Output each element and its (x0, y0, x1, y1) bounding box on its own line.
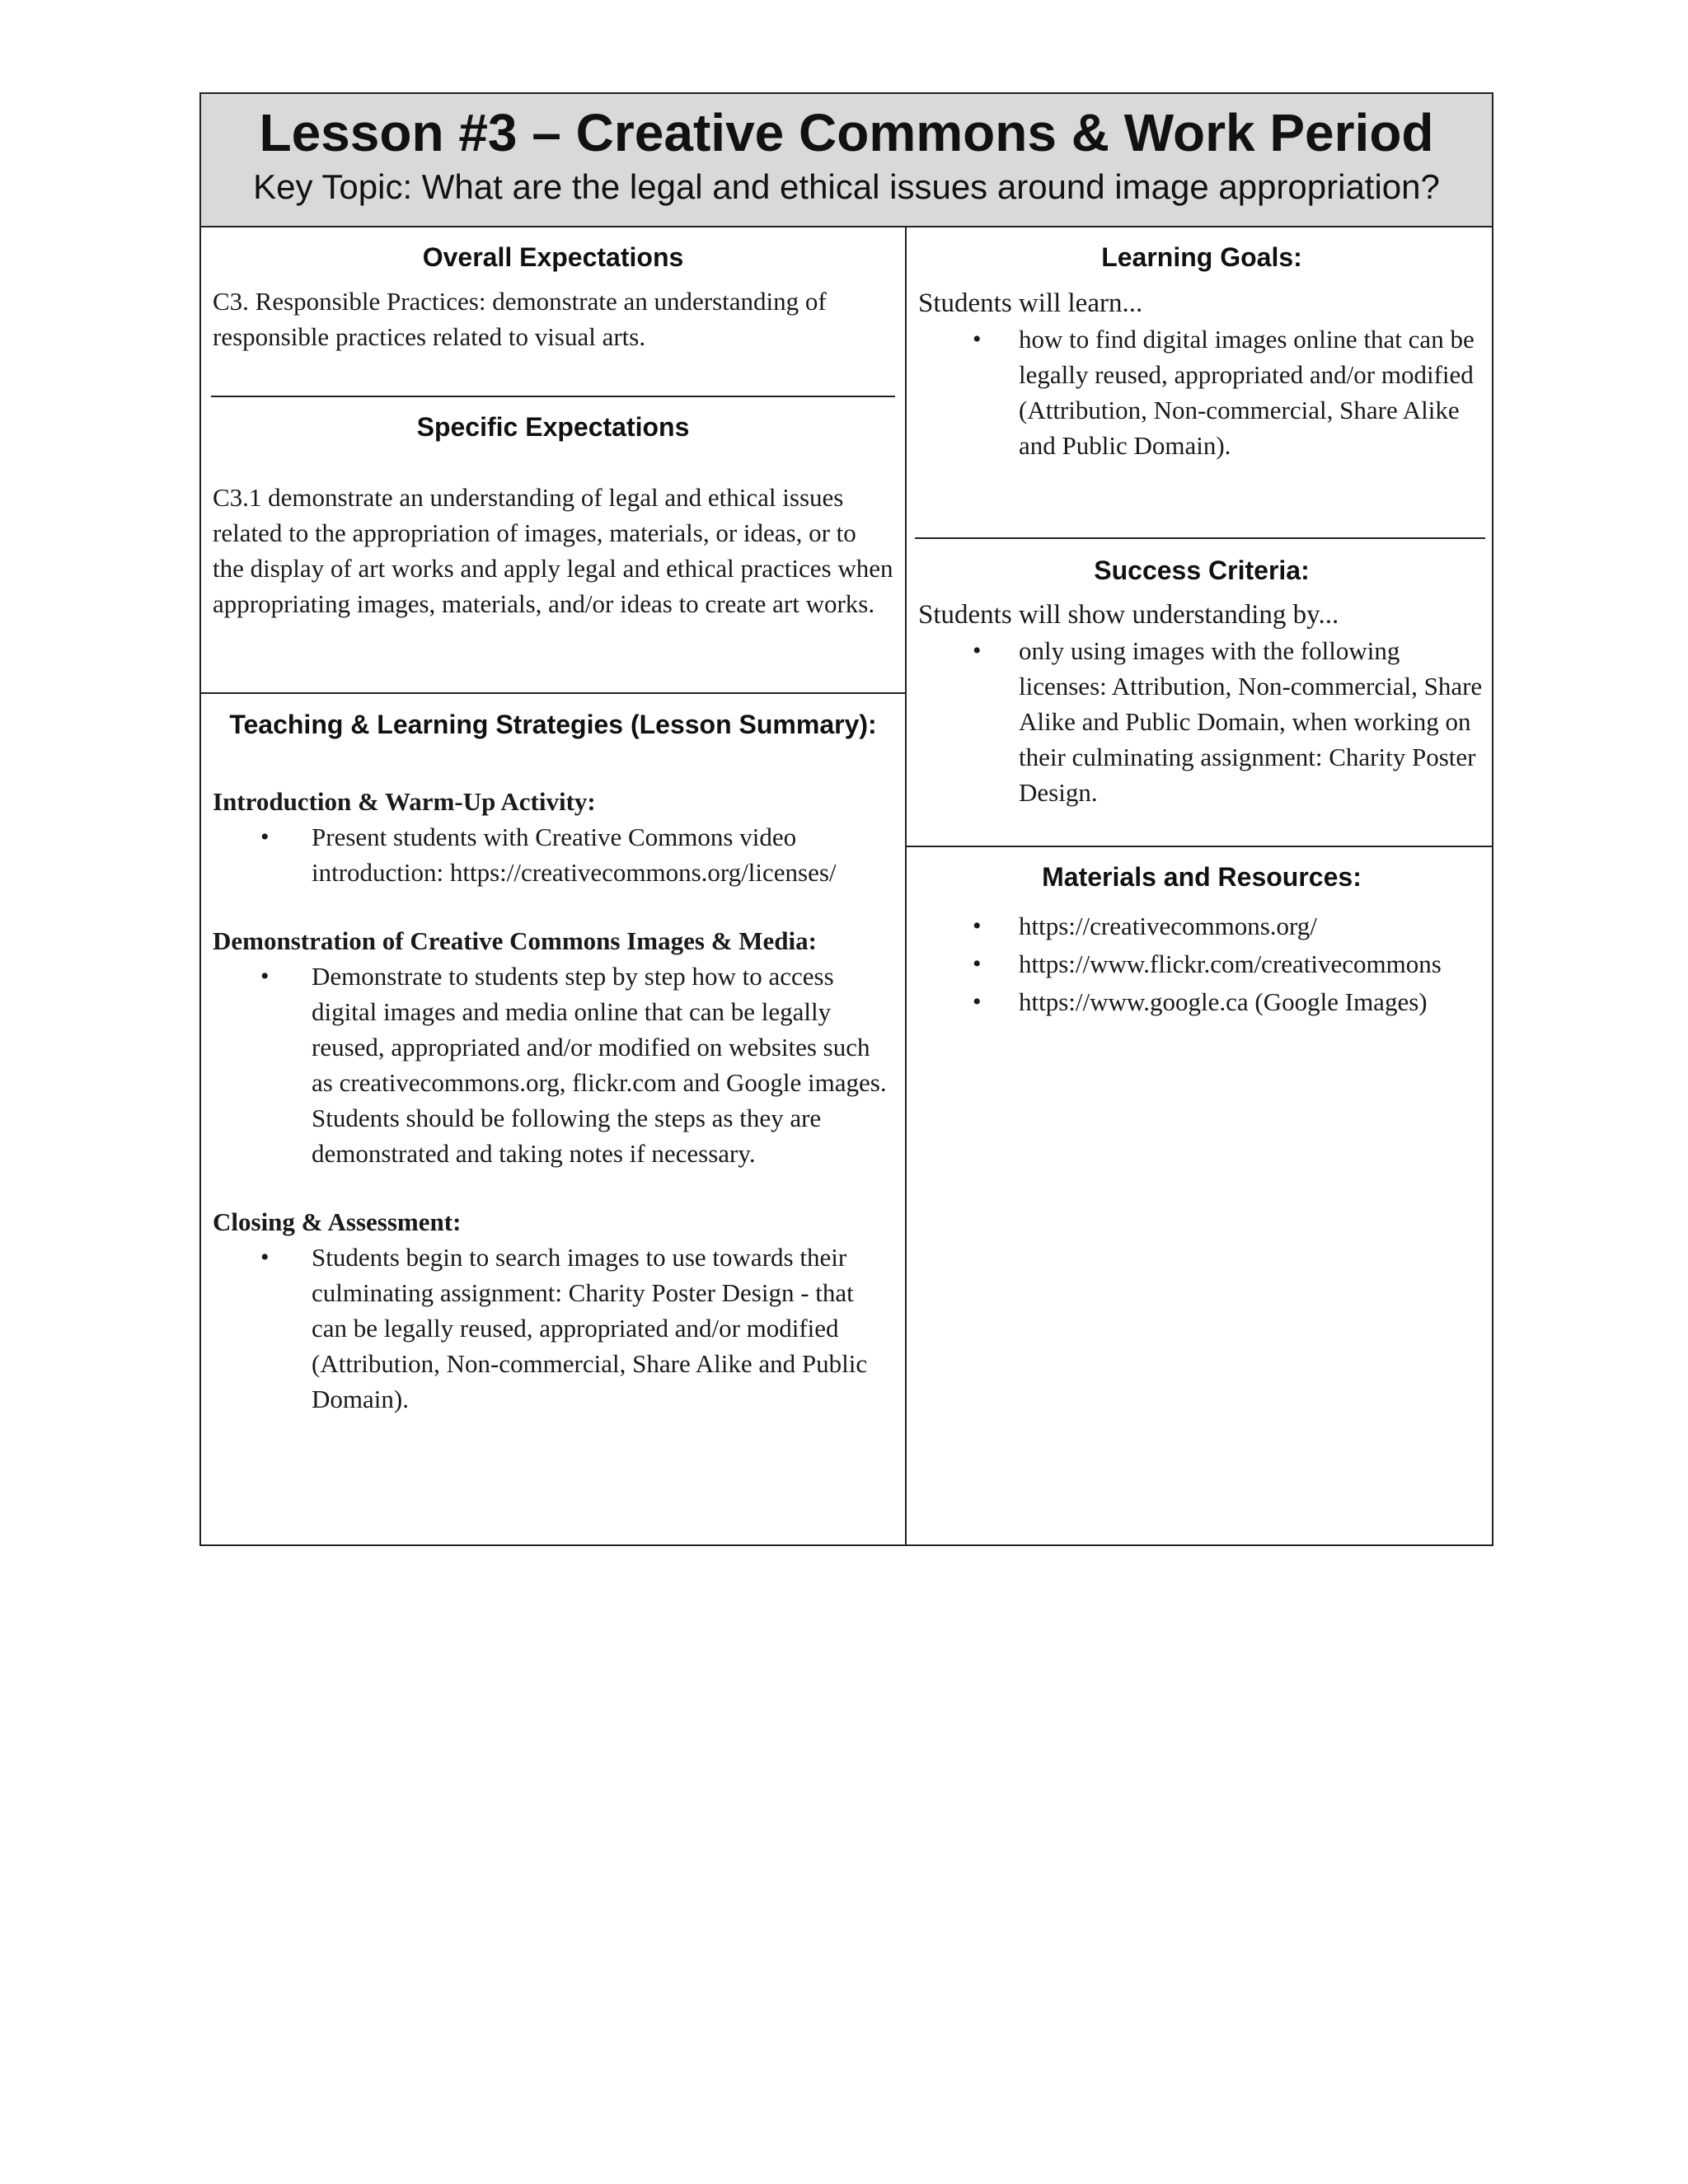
column-divider (905, 227, 907, 1546)
specific-expectations-section (213, 410, 893, 621)
overall-expectations-text: C3. Responsible Practices: demonstrate an understanding of responsible practices related to visual arts. (213, 287, 827, 351)
materials-section (918, 860, 1485, 1022)
specific-expectations-text: C3.1 demonstrate an understanding of legal and ethical issues related to the appropriation of images, materials, or ideas, or to the display of art works and apply legal and ethical practices when appropriating images, materials, and/or ideas to create art works. (213, 483, 893, 618)
success-criteria-item: • only using images with the following licenses: Attribution, Non-commercial, Share Alike and Public Domain, when working on their culminating assignment: Charity Poster Design. (973, 636, 1483, 807)
learning-goals-section (918, 241, 1485, 463)
strategies-heading: Teaching & Learning Strategies (Lesson Summary): (229, 710, 877, 739)
lesson-title: Lesson #3 – Creative Commons & Work Period (259, 103, 1434, 162)
strategies-section (213, 708, 893, 1417)
closing-subheading: Closing & Assessment: (213, 1207, 462, 1236)
overall-expectations-section (213, 241, 893, 354)
closing-bullet: • Students begin to search images to use towards their culminating assignment: Charity Poster Design - that can be legally reused, appropriated and/or modified (Attribution, Non-commercial, Share Alike and Public Domain). (260, 1243, 868, 1413)
demo-subheading: Demonstration of Creative Commons Images & Media: (213, 926, 817, 955)
overall-expectations-heading: Overall Expectations (422, 242, 684, 272)
criteria-materials-divider (905, 846, 1493, 847)
overall-specific-divider (211, 396, 895, 397)
intro-bullet: • Present students with Creative Commons video introduction: https://creativecommons.org/licenses/ (260, 823, 837, 887)
learning-goals-heading: Learning Goals: (1101, 242, 1302, 272)
learning-goal-item: • how to find digital images online that can be legally reused, appropriated and/or modified (Attribution, Non-commercial, Share Alike and Public Domain). (973, 325, 1475, 460)
material-link[interactable]: • https://www.flickr.com/creativecommons (973, 949, 1442, 978)
success-criteria-heading: Success Criteria: (1094, 555, 1310, 585)
specific-expectations-heading: Specific Expectations (416, 412, 690, 442)
specific-strategies-divider (201, 692, 907, 694)
lesson-header (201, 94, 1492, 227)
demo-bullet: • Demonstrate to students step by step how to access digital images and media online that can be legally reused, appropriated and/or modified on websites such as creativecommons.org, flickr.com and Google images. Students should be following the steps as they are demonstrated and taking notes if necessary. (260, 962, 887, 1168)
learning-goals-lead: Students will learn... (918, 288, 1143, 318)
intro-subheading: Introduction & Warm-Up Activity: (213, 787, 596, 816)
material-link[interactable]: • https://www.google.ca (Google Images) (973, 987, 1428, 1016)
success-criteria-lead: Students will show understanding by... (918, 600, 1339, 630)
lesson-plan-table (199, 92, 1493, 1546)
key-topic: Key Topic: What are the legal and ethical issues around image appropriation? (253, 167, 1440, 206)
material-link[interactable]: • https://creativecommons.org/ (973, 912, 1317, 940)
goals-criteria-divider (915, 537, 1485, 539)
materials-heading: Materials and Resources: (1042, 862, 1362, 892)
success-criteria-section (918, 554, 1485, 810)
